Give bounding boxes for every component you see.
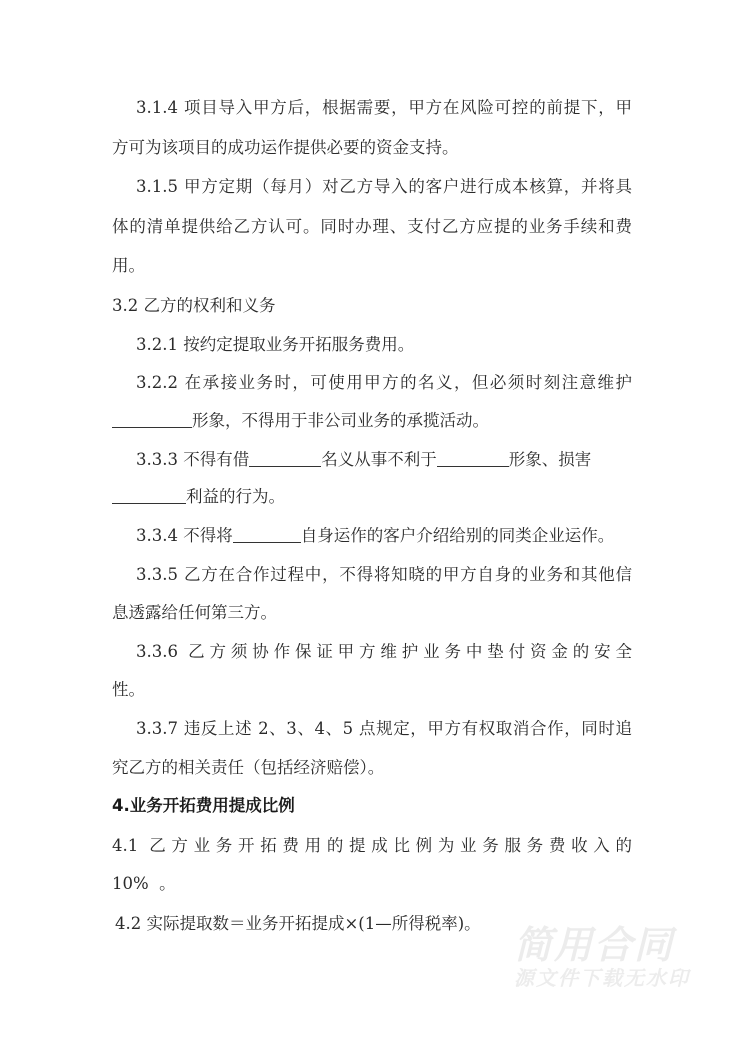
clause-3-3-6-line-1: 3.3.6 乙方须协作保证甲方维护业务中垫付资金的安全 <box>136 642 632 661</box>
clause-3-3-6-line-2: 性。 <box>112 680 145 699</box>
clause-3-3-4 <box>112 523 632 549</box>
clause-3-3-5-line-2: 息透露给任何第三方。 <box>112 603 277 622</box>
fill-in-blank <box>233 524 301 543</box>
clause-3-3-3-text-a: 3.3.3 不得有借 <box>136 450 250 469</box>
clause-3-3-3-text-b: 名义从事不利于 <box>321 450 437 469</box>
clause-3-3-7-line-1: 3.3.7 违反上述 2、3、4、5 点规定，甲方有权取消合作，同时追 <box>136 719 632 738</box>
clause-3-2-2-line-1: 3.2.2 在承接业务时，可使用甲方的名义，但必须时刻注意维护 <box>136 373 632 392</box>
clause-3-1-5-line-3: 用。 <box>112 256 145 275</box>
fill-in-blank <box>249 448 321 467</box>
section-4-title: 4.业务开拓费用提成比例 <box>112 796 295 815</box>
clause-4-1-line-2: 10% 。 <box>112 874 176 893</box>
clause-3-3-7-line-2: 究乙方的相关责任（包括经济赔偿）。 <box>112 758 385 777</box>
clause-3-3-5-line-1: 3.3.5 乙方在合作过程中，不得将知晓的甲方自身的业务和其他信 <box>136 565 632 584</box>
clause-3-3-4-text-a: 3.3.4 不得将 <box>136 526 233 545</box>
clause-3-2-2-line-2 <box>112 408 632 434</box>
fill-in-blank <box>112 485 186 504</box>
clause-3-1-5-line-2: 体的清单提供给乙方认可。同时办理、支付乙方应提的业务手续和费 <box>112 217 632 236</box>
fill-in-blank <box>437 448 509 467</box>
watermark-brand: 简用合同 <box>514 923 675 967</box>
clause-3-2-1: 3.2.1 按约定提取业务开拓服务费用。 <box>136 335 415 354</box>
section-3-2-title: 3.2 乙方的权利和义务 <box>112 296 276 315</box>
clause-3-1-5-line-1: 3.1.5 甲方定期（每月）对乙方导入的客户进行成本核算，并将具 <box>136 177 632 196</box>
clause-3-2-2-text: 形象，不得用于非公司业务的承揽活动。 <box>192 411 489 430</box>
clause-3-3-3-text-d: 利益的行为。 <box>186 487 285 506</box>
clause-3-3-3-line-1 <box>112 447 632 473</box>
watermark-slogan: 源文件下载无水印 <box>514 966 690 990</box>
clause-4-1-line-1: 4.1 乙方业务开拓费用的提成比例为业务服务费收入的 <box>112 836 632 855</box>
clause-3-3-3-text-c: 形象、损害 <box>508 450 592 469</box>
clause-3-3-3-line-2 <box>112 484 632 510</box>
fill-in-blank <box>112 409 192 428</box>
clause-4-2: 4.2 实际提取数＝业务开拓提成×(1—所得税率)。 <box>115 914 481 933</box>
clause-3-1-4-line-2: 方可为该项目的成功运作提供必要的资金支持。 <box>112 138 459 157</box>
clause-3-1-4-line-1: 3.1.4 项目导入甲方后，根据需要，甲方在风险可控的前提下，甲 <box>136 98 632 117</box>
clause-3-3-4-text-b: 自身运作的客户介绍给别的同类企业运作。 <box>300 526 615 545</box>
